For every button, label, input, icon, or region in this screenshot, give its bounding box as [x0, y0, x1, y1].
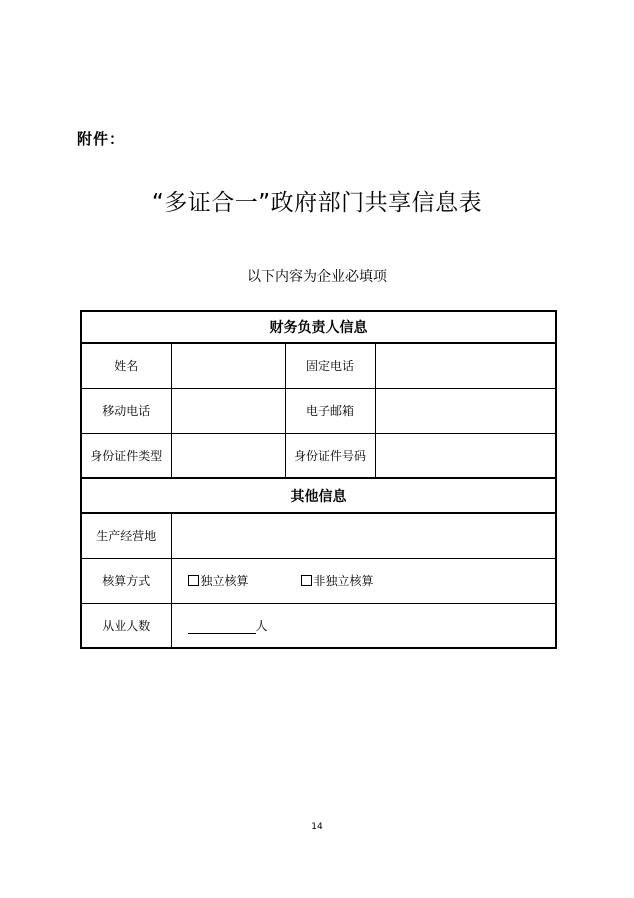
checkbox-icon[interactable] [301, 575, 312, 586]
independent-accounting-option[interactable] [188, 572, 249, 589]
id-type-label: 身份证件类型 [81, 433, 171, 478]
name-label: 姓名 [81, 343, 171, 388]
mobile-label: 移动电话 [81, 388, 171, 433]
email-label: 电子邮箱 [285, 388, 375, 433]
document-subtitle: 以下内容为企业必填项 [247, 269, 387, 285]
id-number-field[interactable] [375, 433, 556, 478]
name-field[interactable] [171, 343, 285, 388]
page-number: 14 [311, 822, 323, 832]
employees-field[interactable] [188, 621, 256, 634]
mobile-field[interactable] [171, 388, 285, 433]
accounting-label: 核算方式 [81, 558, 171, 603]
landline-label: 固定电话 [285, 343, 375, 388]
table-row [81, 513, 556, 558]
option-label: 非独立核算 [313, 574, 374, 588]
table-row [81, 603, 556, 648]
other-section-header: 其他信息 [81, 478, 556, 513]
table-row [81, 343, 556, 388]
employees-unit: 人 [255, 618, 268, 633]
landline-field[interactable] [375, 343, 556, 388]
attachment-label: 附件： [77, 130, 126, 148]
document-title: “多证合一”政府部门共享信息表 [151, 190, 483, 216]
checkbox-icon[interactable] [188, 575, 199, 586]
table-row [81, 433, 556, 478]
id-number-label: 身份证件号码 [285, 433, 375, 478]
production-site-label: 生产经营地 [81, 513, 171, 558]
production-site-field[interactable] [171, 513, 556, 558]
email-field[interactable] [375, 388, 556, 433]
table-row [81, 558, 556, 603]
table-row [81, 388, 556, 433]
employees-cell [171, 603, 556, 648]
employees-label: 从业人数 [81, 603, 171, 648]
option-label: 独立核算 [200, 574, 249, 588]
non-independent-accounting-option[interactable] [301, 572, 374, 589]
finance-section-header: 财务负责人信息 [81, 311, 556, 343]
id-type-field[interactable] [171, 433, 285, 478]
accounting-options [171, 558, 556, 603]
info-table [80, 310, 557, 649]
